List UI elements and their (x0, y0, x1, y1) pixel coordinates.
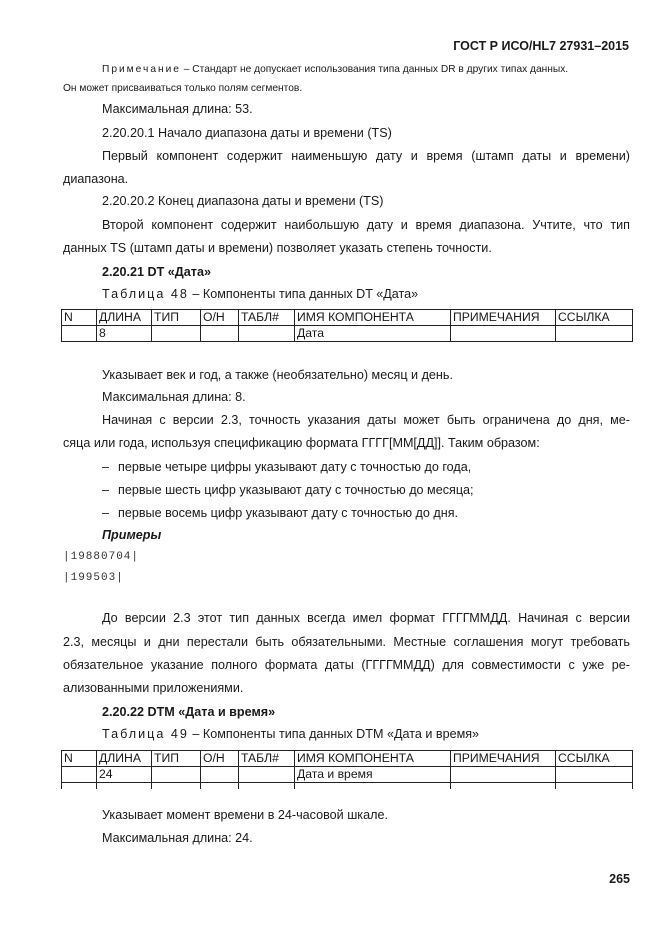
section-dtm-title: 2.20.22 DTM «Дата и время» (102, 705, 276, 719)
col-opt: О/Н (201, 310, 239, 326)
dash-bullet: – (102, 506, 110, 520)
note-line-1 (102, 63, 568, 77)
dtm-max-length: Максимальная длина: 24. (102, 831, 253, 845)
col-n: N (62, 310, 97, 326)
table-row (62, 326, 633, 342)
section-2-20-20-1-line-2: диапазона. (63, 172, 129, 186)
section-2-20-20-1-line-1: Первый компонент содержит наименьшую дату и время (штамп даты и времени) (102, 149, 630, 163)
page-number: 265 (609, 872, 630, 886)
note-text: – Стандарт не допускает использования типа данных DR в других типах данных. (180, 64, 569, 75)
dtm-paragraph-1: Указывает момент времени в 24-часовой шкале. (102, 808, 388, 822)
table-48-caption-text: – Компоненты типа данных DT «Дата» (188, 287, 419, 301)
table-row (62, 767, 633, 783)
cell-type (152, 767, 201, 783)
col-component-name: ИМЯ КОМПОНЕНТА (295, 751, 451, 767)
dt-paragraph-4-line-3: обязательное указание полного формата даты (ГГГГММДД) для совместимости с уже ре- (63, 658, 630, 672)
cell-n (62, 326, 97, 342)
dt-paragraph-1: Указывает век и год, а также (необязательно) месяц и день. (102, 368, 453, 382)
col-component-name: ИМЯ КОМПОНЕНТА (295, 310, 451, 326)
document-header: ГОСТ Р ИСО/HL7 27931–2015 (453, 39, 629, 53)
section-2-20-20-2-title: 2.20.20.2 Конец диапазона даты и времени (TS) (102, 194, 384, 208)
cell-table (239, 767, 295, 783)
table-49-caption (102, 726, 479, 742)
cell-length: 8 (97, 326, 152, 342)
col-notes: ПРИМЕЧАНИЯ (451, 310, 556, 326)
cell-opt (201, 767, 239, 783)
dt-paragraph-3-line-1: Начиная с версии 2.3, точность указания даты может быть ограничена до дня, ме- (102, 413, 630, 427)
col-opt: О/Н (201, 751, 239, 767)
cell-component-name: Дата и время (295, 767, 451, 783)
dash-bullet: – (102, 483, 110, 497)
note-label: Примечание (102, 64, 181, 75)
cell-type (152, 326, 201, 342)
cell-component-name: Дата (295, 326, 451, 342)
col-notes: ПРИМЕЧАНИЯ (451, 751, 556, 767)
list-item (102, 459, 471, 475)
col-type: ТИП (152, 751, 201, 767)
examples-title: Примеры (102, 528, 162, 542)
cell-notes (451, 767, 556, 783)
cell-ref (556, 326, 633, 342)
table-48-caption (102, 286, 418, 302)
dt-paragraph-4-line-1: До версии 2.3 этот тип данных всегда имел формат ГГГГММДД. Начиная с версии (102, 611, 630, 625)
col-type: ТИП (152, 310, 201, 326)
note-line-2: Он может присваиваться только полям сегментов. (63, 83, 303, 94)
dt-paragraph-3-line-2: сяца или года, используя спецификацию формата ГГГГ[ММ[ДД]]. Таким образом: (63, 436, 540, 450)
table-header-row (62, 310, 633, 326)
table-49-label: Таблица 49 (102, 727, 189, 741)
col-ref: ССЫЛКА (556, 751, 633, 767)
dt-max-length: Максимальная длина: 8. (102, 390, 246, 404)
list-item-text: первые четыре цифры указывают дату с точностью до года, (118, 460, 472, 474)
list-item-text: первые восемь цифр указывают дату с точностью до дня. (118, 506, 459, 520)
cell-notes (451, 326, 556, 342)
section-2-20-20-1-title: 2.20.20.1 Начало диапазона даты и времени (TS) (102, 126, 392, 140)
table-row-cut (62, 783, 633, 790)
dt-paragraph-4-line-2: 2.3, месяцы и дни перестали быть обязательными. Местные соглашения могут требовать (63, 635, 630, 649)
col-length: ДЛИНА (97, 751, 152, 767)
example-2: |199503| (63, 572, 124, 584)
cell-length: 24 (97, 767, 152, 783)
table-48 (61, 309, 633, 342)
example-1: |19880704| (63, 551, 140, 563)
section-dt-title: 2.20.21 DT «Дата» (102, 265, 211, 279)
col-n: N (62, 751, 97, 767)
table-49-caption-text: – Компоненты типа данных DTM «Дата и время» (188, 727, 480, 741)
table-header-row (62, 751, 633, 767)
dash-bullet: – (102, 460, 110, 474)
list-item-text: первые шесть цифр указывают дату с точностью до месяца; (118, 483, 474, 497)
cell-n (62, 767, 97, 783)
list-item (102, 505, 458, 521)
cell-opt (201, 326, 239, 342)
cell-table (239, 326, 295, 342)
section-2-20-20-2-line-1: Второй компонент содержит наибольшую дату и время диапазона. Учтите, что тип (102, 218, 630, 232)
dt-paragraph-4-line-4: ализованными приложениями. (63, 681, 244, 695)
col-length: ДЛИНА (97, 310, 152, 326)
cell-ref (556, 767, 633, 783)
section-2-20-20-2-line-2: данных TS (штамп даты и времени) позволяет указать степень точности. (63, 241, 492, 255)
list-item (102, 482, 474, 498)
table-49 (61, 750, 633, 789)
max-length-53: Максимальная длина: 53. (102, 102, 253, 116)
col-table: ТАБЛ# (239, 751, 295, 767)
table-48-label: Таблица 48 (102, 287, 189, 301)
col-table: ТАБЛ# (239, 310, 295, 326)
col-ref: ССЫЛКА (556, 310, 633, 326)
